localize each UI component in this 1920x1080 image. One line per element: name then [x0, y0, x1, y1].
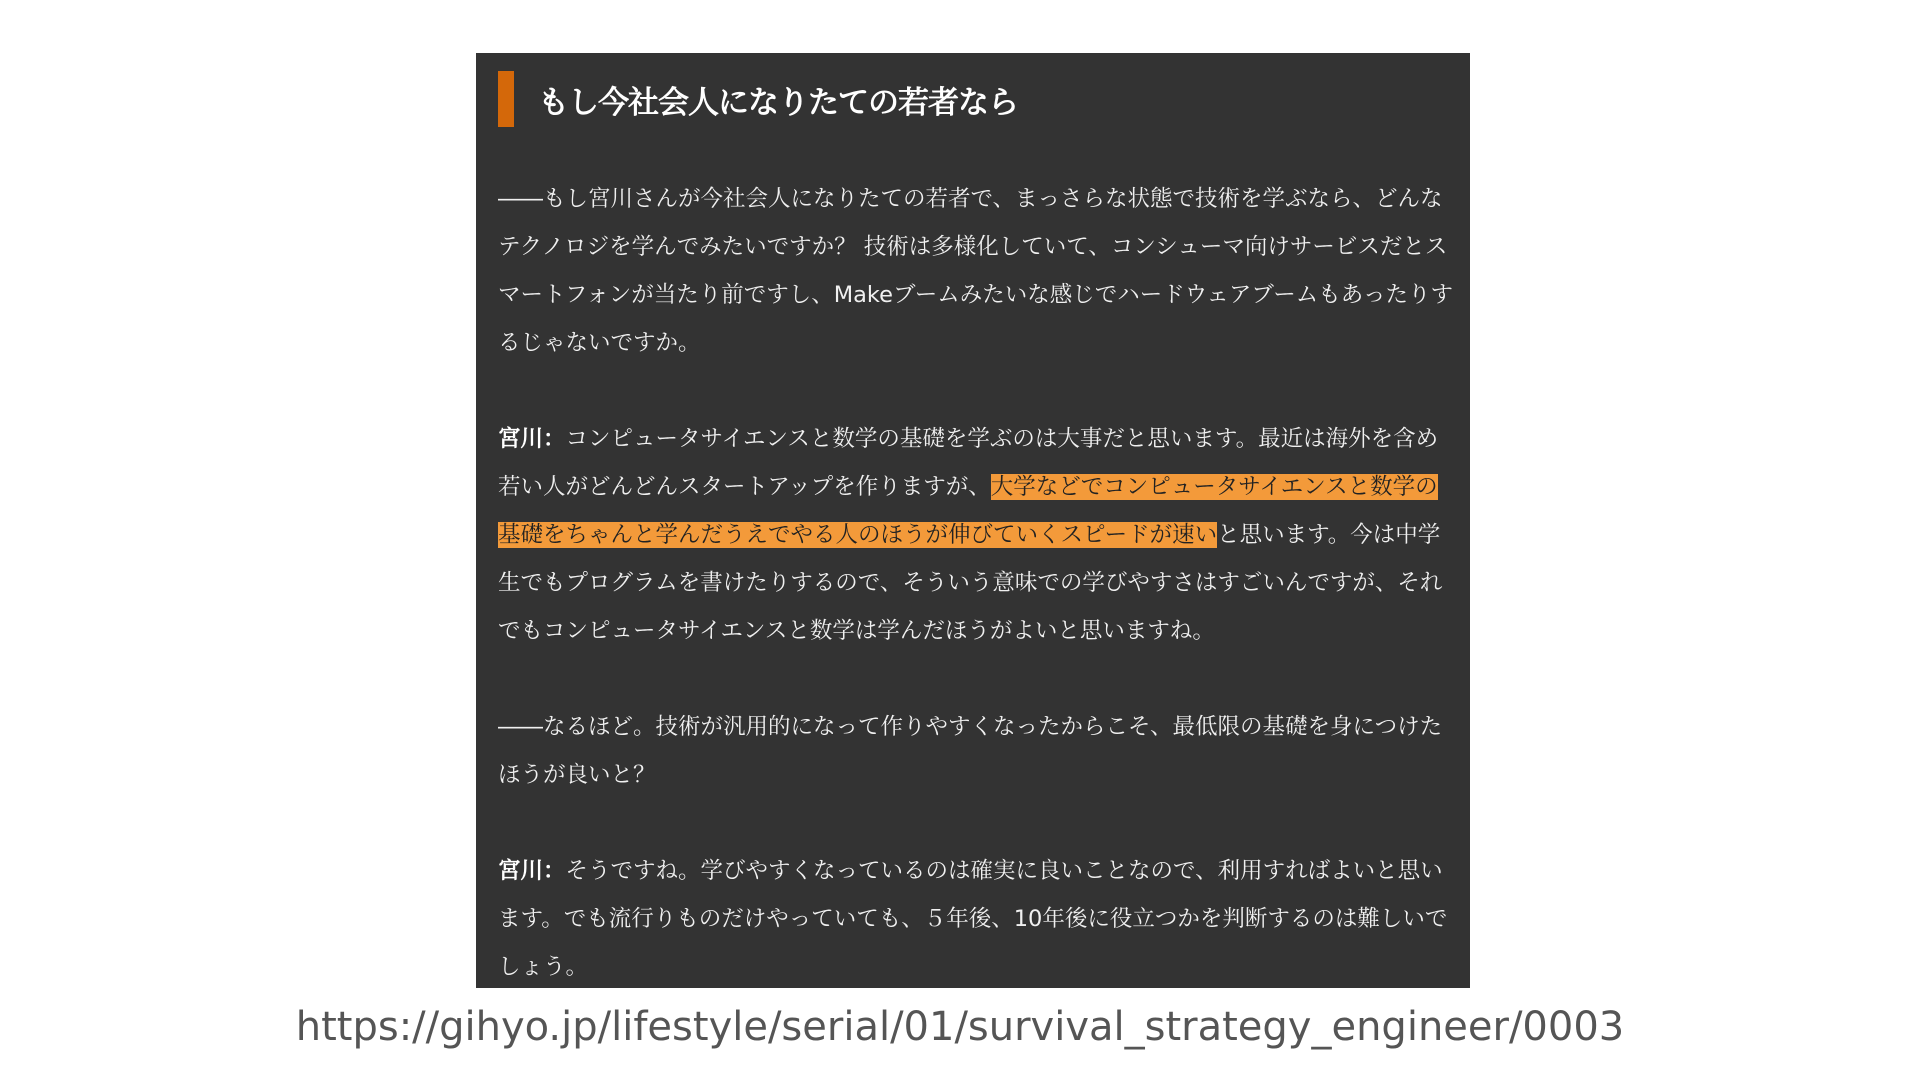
speaker-label: 宮川：	[498, 426, 566, 452]
answer-text: そうですね。学びやすくなっているのは確実に良いことなので、利用すればよいと思います。でも流行りものだけやっていても、５年後、10年後に役立つかを判断するのは難しいでしょう。	[498, 858, 1448, 980]
question-text: ――なるほど。技術が汎用的になって作りやすくなったからこそ、最低限の基礎を身につけたほうが良いと？	[498, 714, 1443, 788]
question-text: ――もし宮川さんが今社会人になりたての若者で、まっさらな状態で技術を学ぶなら、どんなテクノロジを学んでみたいですか？ 技術は多様化していて、コンシューマ向けサービスだとスマートフォンが当たり前ですし、Makeブームみたいな感じでハードウェアブームもあったりするじゃないですか。	[498, 186, 1453, 356]
answer-paragraph-1	[498, 415, 1456, 655]
question-paragraph-1	[498, 175, 1456, 367]
article-body	[498, 175, 1456, 991]
speaker-label: 宮川：	[498, 858, 566, 884]
question-paragraph-2	[498, 703, 1456, 799]
highlighted-text: 大学などでコンピュータサイエンスと数学の基礎をちゃんと学んだうえでやる人のほうが伸びていくスピードが速い	[498, 474, 1438, 548]
article-screenshot-panel	[476, 53, 1470, 988]
heading-title: もし今社会人になりたての若者なら	[538, 84, 1018, 121]
heading-accent-bar	[498, 71, 514, 127]
section-heading	[498, 71, 1018, 127]
answer-text-pre: コンピュータサイエンスと数学の基礎を学ぶのは大事だと思います。最近は海外を含め若い人がどんどんスタートアップを作りますが、	[498, 426, 1439, 500]
answer-paragraph-2	[498, 847, 1456, 991]
source-url: https://gihyo.jp/lifestyle/serial/01/survival_strategy_engineer/0003	[295, 1004, 1625, 1050]
answer-text-post: と思います。今は中学生でもプログラムを書けたりするので、そういう意味での学びやすさはすごいんですが、それでもコンピュータサイエンスと数学は学んだほうがよいと思いますね。	[498, 522, 1443, 644]
